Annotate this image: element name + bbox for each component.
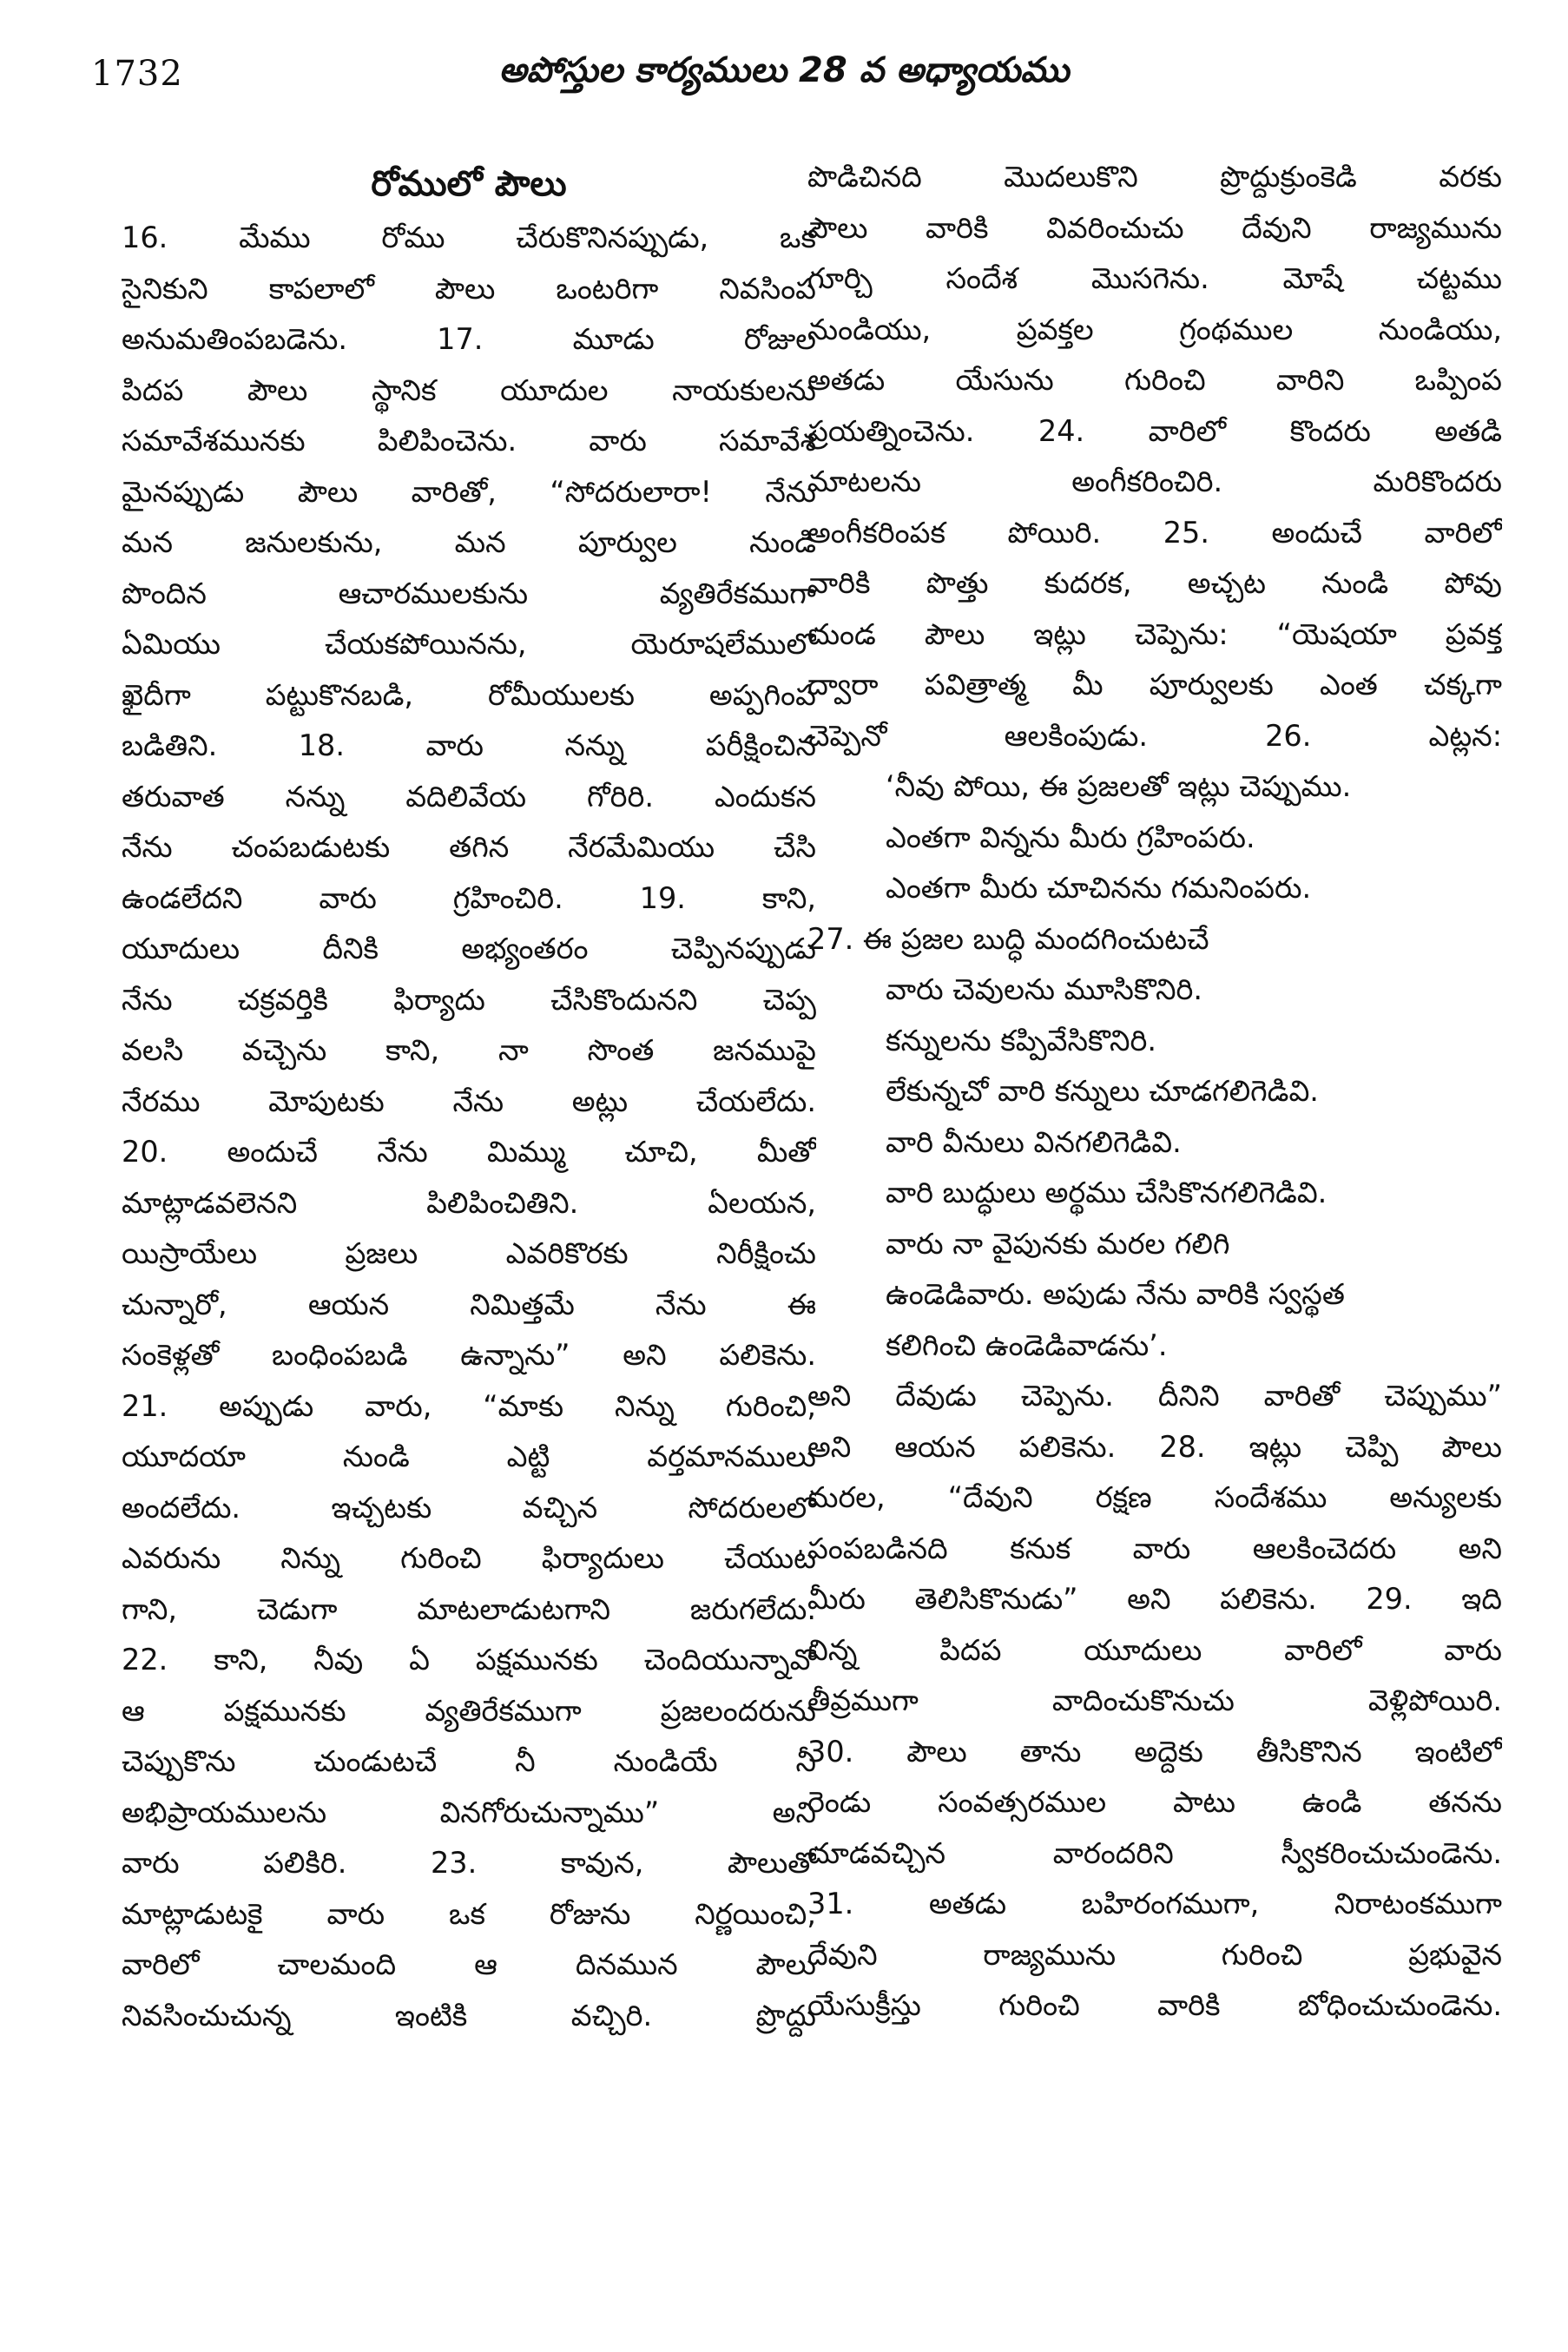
text-line: సమావేశమునకు పిలిపించెను. వారు సమావేశ [122,424,816,458]
text-line: నేను చక్రవర్తికి ఫిర్యాదు చేసికొందునని చెప్ప [122,982,816,1017]
text-line: అని ఆయన పలికెను. 28. ఇట్లు చెప్పి పౌలు [807,1429,1502,1464]
text-line: అందలేదు. ఇచ్చటకు వచ్చిన సోదరులలో [122,1490,816,1525]
text-line: ప్రయత్నించెను. 24. వారిలో కొందరు అతడి [807,413,1502,448]
text-line: మీరు తెలిసికొనుడు” అని పలికెను. 29. ఇది [807,1582,1502,1616]
page-header [0,0,1568,113]
poem-line: ‘నీవు పోయి, ఈ ప్రజలతో ఇట్లు చెప్పుము. [886,769,1352,803]
text-line: విన్న పిదప యూదులు వారిలో వారు [807,1632,1502,1667]
text-line: చుండ పౌలు ఇట్లు చెప్పెను: “యెషయా ప్రవక్త [807,616,1502,651]
text-line: 22. కాని, నీవు ఏ పక్షమునకు చెందియున్నావో [122,1643,816,1677]
text-line: పొడిచినది మొదలుకొని ప్రొద్దుక్రుంకెడి వరకు [807,160,1502,194]
text-line: రెండు సంవత్సరముల పాటు ఉండి తనను [807,1785,1502,1819]
text-line: 30. పౌలు తాను అద్దెకు తీసికొనిన ఇంటిలో [807,1734,1502,1769]
text-line: 16. మేము రోము చేరుకొనినప్పుడు, ఒక [122,221,816,254]
poem-line: ఉండెడివారు. అపుడు నేను వారికి స్వస్థత [886,1277,1345,1311]
text-line: ఏమియు చేయకపోయినను, యెరూషలేములో [122,627,816,661]
text-line: మాటలను అంగీకరించిరి. మరికొందరు [807,464,1502,498]
poem-line: ఎంతగా మీరు చూచినను గమనింపరు. [886,871,1312,905]
text-line: గాని, చెడుగా మాటలాడుటగాని జరుగలేదు. [122,1591,816,1626]
text-line: ద్వారా పవిత్రాత్మ మీ పూర్వులకు ఎంత చక్కగా [807,668,1502,702]
text-line: గూర్చి సందేశ మొసగెను. మోషే చట్టము [807,261,1502,295]
text-line: అనుమతింపబడెను. 17. మూడు రోజుల [122,322,816,356]
text-line: మాట్లాడుటకై వారు ఒక రోజును నిర్ణయించి, [122,1896,816,1931]
text-line: చెప్పెనో ఆలకింపుడు. 26. ఎట్లన: [807,718,1502,753]
text-line: పొందిన ఆచారములకును వ్యతిరేకముగా [122,576,816,610]
text-line: మాట్లాడవలెనని పిలిపించితిని. ఏలయన, [122,1185,816,1220]
page-number: 1732 [91,54,183,94]
text-line: వలసి వచ్చెను కాని, నా సొంత జనముపై [122,1033,816,1067]
poem-line: లేకున్నచో వారి కన్నులు చూడగలిగెడివి. [886,1074,1319,1108]
text-line: మన జనులకును, మన పూర్వుల నుండి [122,525,816,559]
text-line: సంకెళ్లతో బంధింపబడి ఉన్నాను” అని పలికెను. [122,1338,816,1372]
text-line: పౌలు వారికి వివరించుచు దేవుని రాజ్యమును [807,210,1502,245]
poem-line: కన్నులను కప్పివేసికొనిరి. [886,1023,1157,1057]
text-line: నేను చంపబడుటకు తగిన నేరమేమియు చేసి [122,830,816,864]
text-line: నివసించుచున్న ఇంటికి వచ్చిరి. ప్రొద్దు [122,1998,816,2032]
text-line: బడితిని. 18. వారు నన్ను పరీక్షించిన [122,728,816,762]
text-line: దేవుని రాజ్యమును గురించి ప్రభువైన [807,1937,1502,1972]
text-line: వారు పలికిరి. 23. కావున, పౌలుతో [122,1846,816,1880]
text-line: యూదులు దీనికి అభ్యంతరం చెప్పినప్పుడు [122,932,816,965]
text-line: యిస్రాయేలు ప్రజలు ఎవరికొరకు నిరీక్షించు [122,1236,816,1270]
text-line: అంగీకరింపక పోయిరి. 25. అందుచే వారిలో [807,515,1502,550]
left-column [122,152,816,2340]
section-heading: రోములో పౌలు [371,164,567,204]
text-line: ఎవరును నిన్ను గురించి ఫిర్యాదులు చేయుట [122,1541,816,1575]
text-line: వారికి పొత్తు కుదరక, అచ్చట నుండి పోవు [807,566,1502,600]
right-column [807,152,1502,2340]
text-line: 21. అప్పుడు వారు, “మాకు నిన్ను గురించి, [122,1388,816,1423]
text-line: ఆ పక్షమునకు వ్యతిరేకముగా ప్రజలందరును [122,1693,816,1728]
text-line: తరువాత నన్ను వదిలివేయ గోరిరి. ఎందుకన [122,779,816,814]
text-line: యూదయా నుండి ఎట్టి వర్తమానములు [122,1440,816,1473]
poem-line: వారు చెవులను మూసికొనిరి. [886,972,1202,1006]
text-line: అని దేవుడు చెప్పెను. దీనిని వారితో చెప్పుము” [807,1379,1502,1413]
text-line: చెప్పుకొను చుండుటచే నీ నుండియే నీ [122,1744,816,1778]
text-line: మైనప్పుడు పౌలు వారితో, “సోదరులారా! నేను [122,474,816,509]
poem-line: వారి బుద్ధులు అర్థము చేసికొనగలిగెడివి. [886,1176,1328,1209]
text-line: యేసుక్రీస్తు గురించి వారికి బోధించుచుండెను. [807,1988,1502,2022]
text-line: 31. అతడు బహిరంగముగా, నిరాటంకముగా [807,1887,1502,1920]
text-line: అతడు యేసును గురించి వారిని ఒప్పింప [807,363,1502,397]
poem-line: వారు నా వైపునకు మరల గలిగి [886,1226,1230,1261]
text-line: సైనికుని కాపలాలో పౌలు ఒంటరిగా నివసింప [122,271,816,306]
text-line: ఖైదీగా పట్టుకొనబడి, రోమీయులకు అప్పగింప [122,677,816,712]
text-line: నుండియు, ప్రవక్తల గ్రంథముల నుండియు, [807,312,1502,346]
text-line: ఉండలేదని వారు గ్రహించిరి. 19. కాని, [122,880,816,915]
text-line: చున్నారో, ఆయన నిమిత్తమే నేను ఈ [122,1287,816,1321]
text-line: 20. అందుచే నేను మిమ్ము చూచి, మీతో [122,1135,816,1169]
text-line: అభిప్రాయములను వినగోరుచున్నాము” అని [122,1795,816,1829]
text-line: పిదప పౌలు స్థానిక యూదుల నాయకులను [122,372,816,407]
text-line: చూడవచ్చిన వారందరిని స్వీకరించుచుండెను. [807,1835,1502,1870]
text-line: తీవ్రముగా వాదించుకొనుచు వెళ్లిపోయిరి. [807,1683,1502,1717]
text-line: నేరము మోపుటకు నేను అట్లు చేయలేదు. [122,1084,816,1118]
text-line: పంపబడినది కనుక వారు ఆలకించెదరు అని [807,1531,1502,1565]
text-line: మరల, “దేవుని రక్షణ సందేశము అన్యులకు [807,1480,1502,1514]
poem-line: వారి వీనులు వినగలిగెడివి. [886,1124,1182,1159]
poem-line: 27. ఈ ప్రజల బుద్ధి మందగించుటచే [807,921,1209,956]
text-line: వారిలో చాలమంది ఆ దినమున పౌలు [122,1947,816,1981]
poem-line: ఎంతగా విన్నను మీరు గ్రహింపరు. [886,820,1255,854]
poem-line: కలిగించి ఉండెడివాడను’. [886,1328,1168,1362]
running-title: అపోస్తుల కార్యములు 28 వ అధ్యాయము [498,50,1070,90]
